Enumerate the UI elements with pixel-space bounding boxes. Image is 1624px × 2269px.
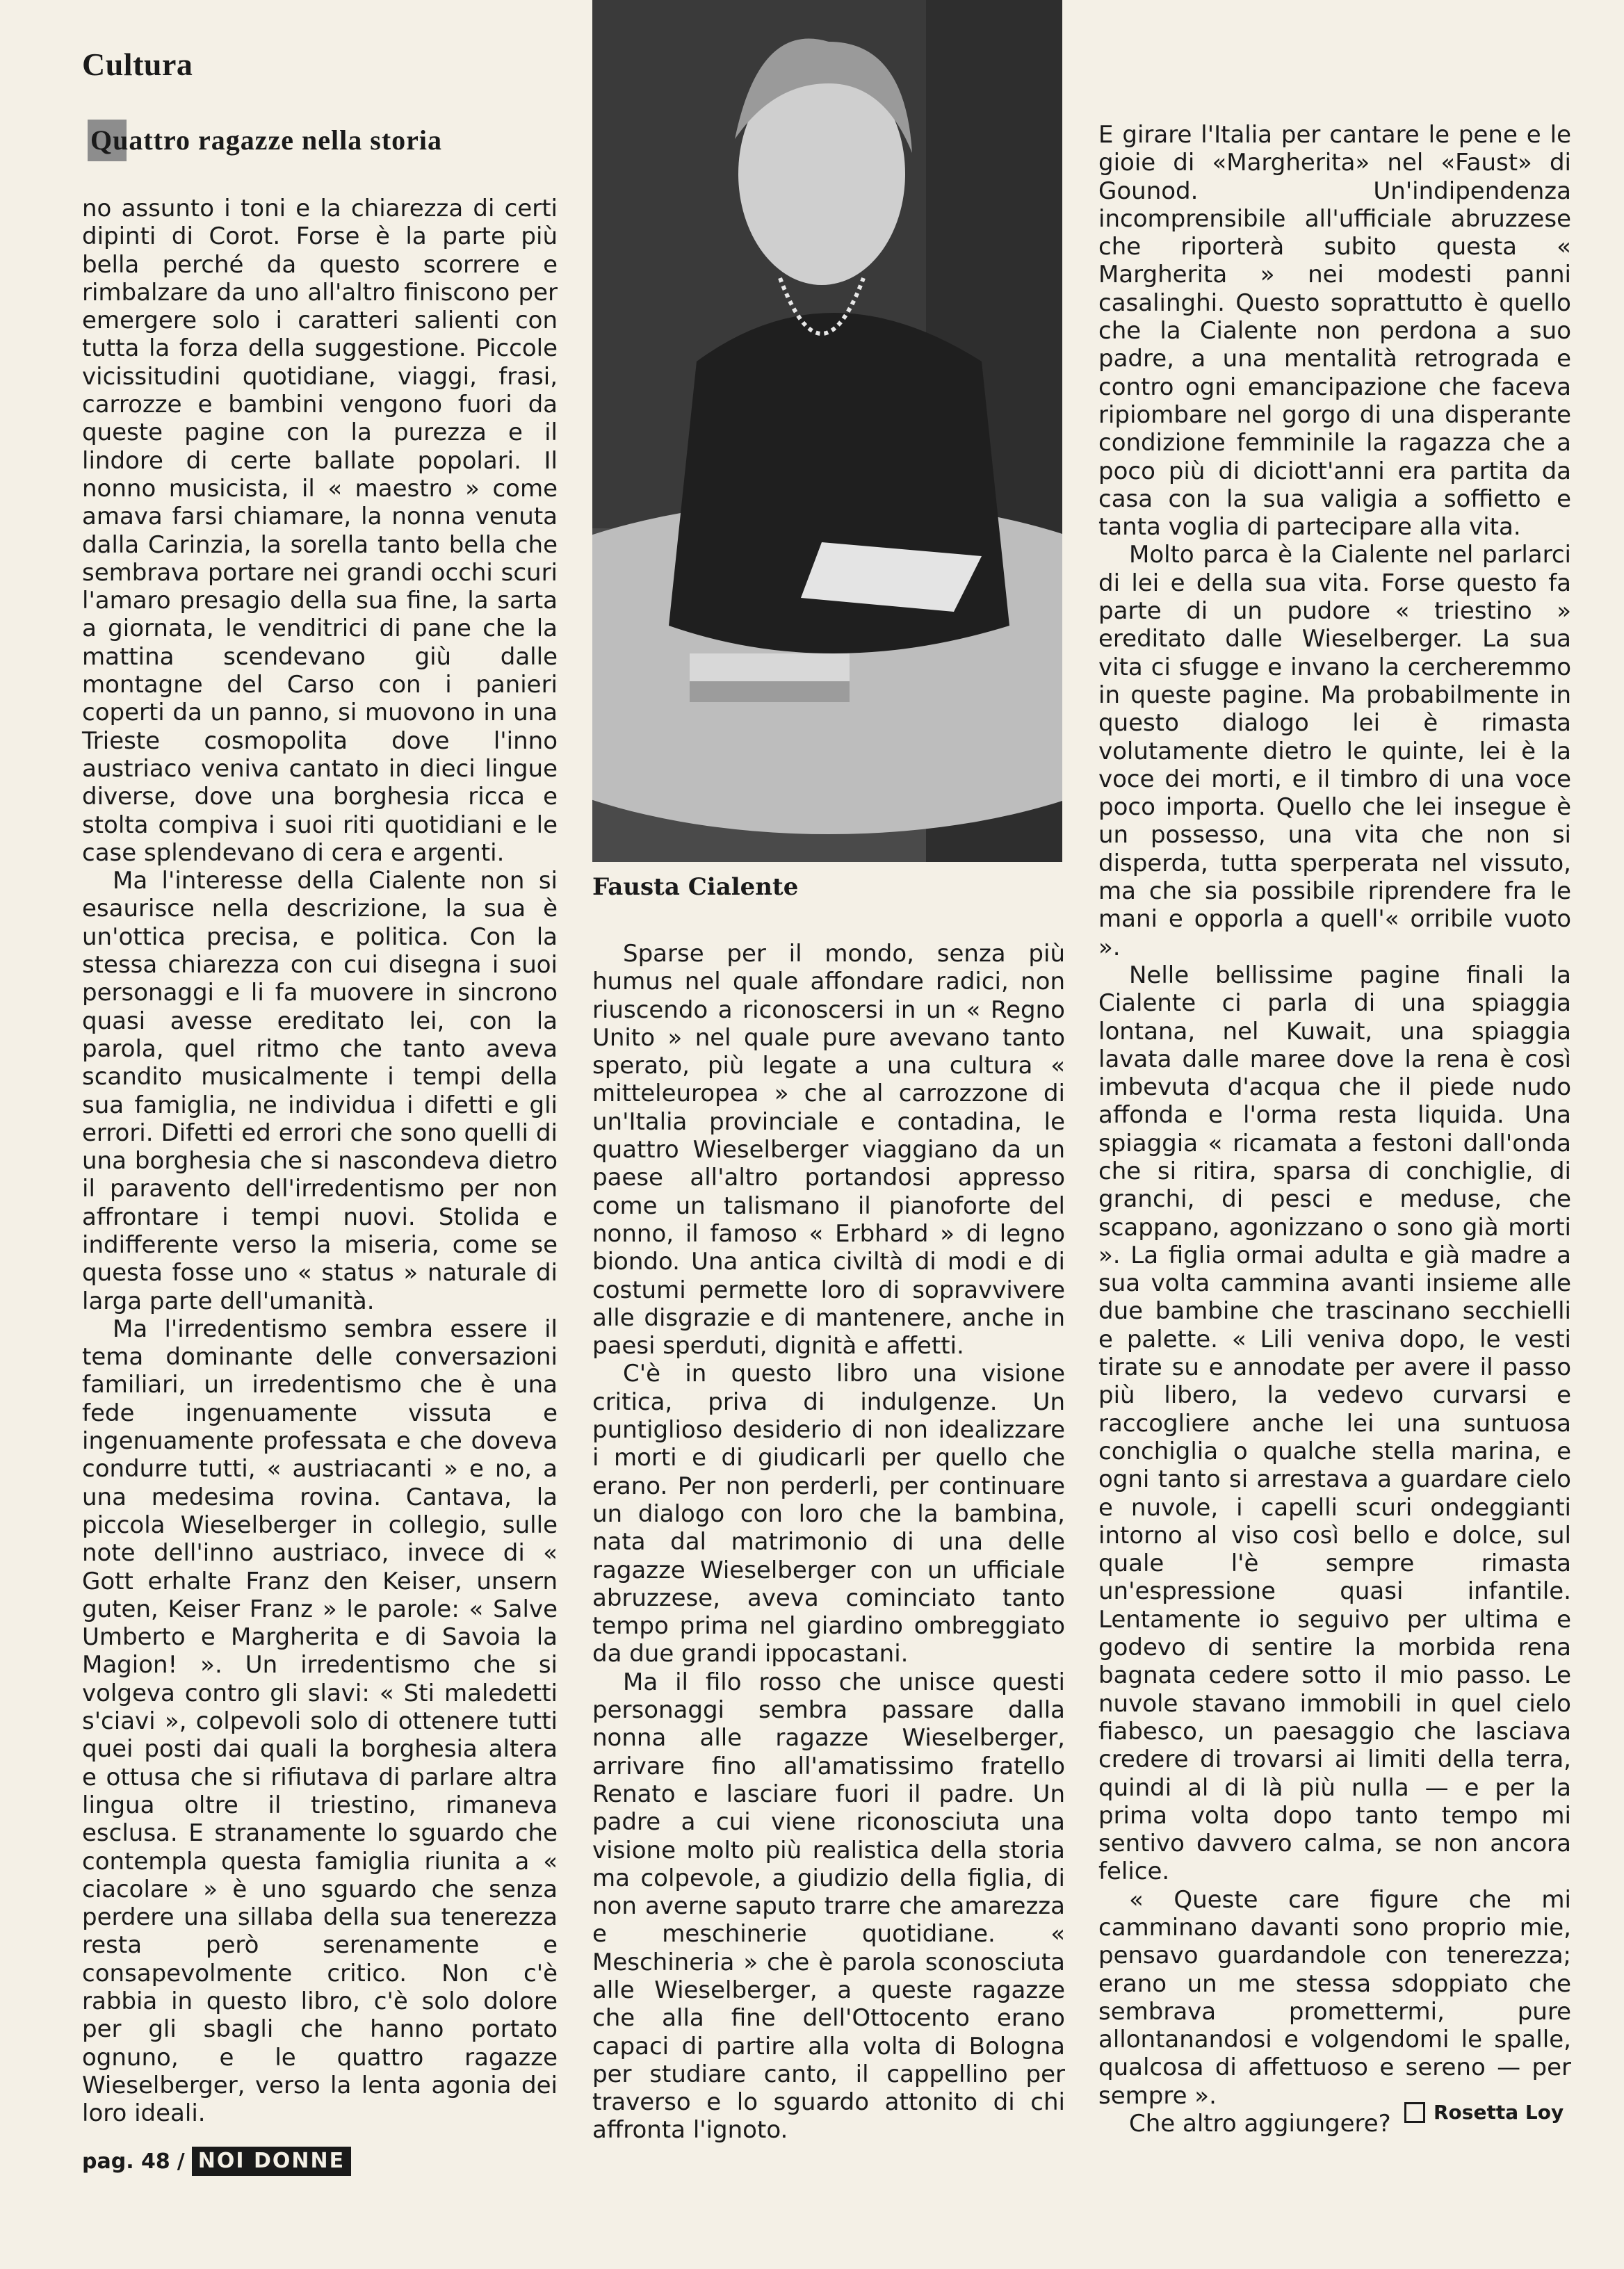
end-mark-square-icon bbox=[1404, 2102, 1425, 2123]
portrait-illustration bbox=[592, 0, 1062, 862]
magazine-logo: NOI DONNE bbox=[192, 2147, 351, 2176]
photo-caption: Fausta Cialente bbox=[592, 873, 799, 901]
page-footer bbox=[82, 2147, 351, 2176]
paragraph: Molto parca è la Cialente nel parlarci di lei e della sua vita. Forse questo fa parte di un pudore « triestino » ereditato dalle Wieselberger. La sua vita ci sfugge e invano la cercheremmo in queste pagine. Ma probabilmente in questo dialogo lei è rimasta volutamente dietro le quinte, lei è la voce dei morti, e il timbro di una voce poco importa. Quello che lei insegue è un possesso, una vita che non si disperda, tutta sperperata nel vissuto, ma che sia possibile riprendere fra le mani e opporla a quell'« orribile vuoto ». bbox=[1098, 541, 1571, 961]
paragraph: Che altro aggiungere? bbox=[1129, 2110, 1391, 2138]
article-column-3 bbox=[1098, 121, 1571, 2138]
section-label: Cultura bbox=[82, 47, 193, 82]
paragraph: no assunto i toni e la chiarezza di certi dipinti di Corot. Forse è la parte più bella perché da questo scorrere e rimbalzare da uno all'altro finiscono per emergere solo i caratteri salienti con tutta la forza della suggestione. Piccole vicissitudini quotidiane, viaggi, frasi, carrozze e bambini vengono fuori da queste pagine con la purezza e il lindore di certe ballate popolari. Il nonno musicista, il « maestro » come amava farsi chiamare, la nonna venuta dalla Carinzia, la sorella tanto bella che sembrava portare nei grandi occhi scuri l'amaro presagio della sua fine, la sarta a giornata, le venditrici di pane che la mattina scendevano giù dalle montagne del Carso con i panieri coperti da un panno, si muovono in una Trieste cosmopolita dove l'inno austriaco veniva cantato in dieci lingue diverse, dove una borghesia ricca e stolta compiva i suoi riti quotidiani e le case splendevano di cera e argenti. bbox=[82, 195, 558, 867]
article-title: Quattro ragazze nella storia bbox=[90, 124, 443, 156]
footer-separator: / bbox=[177, 2149, 185, 2174]
paragraph: Nelle bellissime pagine finali la Cialente ci parla di una spiaggia lontana, nel Kuwait, una spiaggia lavata dalle maree dove la rena è così imbevuta d'acqua che il piede nudo affonda e l'orma resta liquida. Una spiaggia « ricamata a festoni dall'onda che si ritira, sparsa di conchiglie, di granchi, di pesci e meduse, che scappano, agonizzano o sono già morti ». La figlia ormai adulta e già madre a sua volta cammina avanti insieme alle due bambine che trascinano secchielli e palette. « Lili veniva dopo, le vesti tirate su e annodate per avere il passo più libero, la vedevo curvarsi e raccogliere anche lei una suntuosa conchiglia o qualche stella marina, e ogni tanto si arrestava a guardare cielo e nuvole, i capelli scuri ondeggianti intorno al viso così bello e dolce, sul quale l'è sempre rimasta un'espressione quasi infantile. Lentamente io seguivo per ultima e godevo di sentire la morbida rena bagnata cedere sotto il mio passo. Le nuvole stavano immobili in quel cielo fiabesco, un paesaggio che lasciava credere di trovarsi ai limiti della terra, quindi al di là più nulla — e per la prima volta dopo tanto tempo mi sentivo davvero calma, se non ancora felice. bbox=[1098, 961, 1571, 1886]
paragraph: Sparse per il mondo, senza più humus nel quale affondare radici, non riuscendo a riconoscersi in un « Regno Unito » nel quale pure avevano tanto sperato, più legate a una cultura « mitteleuropea » che al carrozzone di un'Italia provinciale e contadina, le quattro Wieselberger viaggiano da un paese all'altro portandosi appresso come un talismano il pianoforte del nonno, il famoso « Erbhard » di legno biondo. Una antica civiltà di modi e di costumi permette loro di sopravvivere alle disgrazie e di mantenere, anche in paesi sperduti, dignità e affetti. bbox=[592, 940, 1065, 1360]
paragraph: Ma l'interesse della Cialente non si esaurisce nella descrizione, la sua è un'ottica precisa, e politica. Con la stessa chiarezza con cui disegna i suoi personaggi e li fa muovere in sincrono quasi avesse ereditato lei, con la parola, quel ritmo che tanto aveva scandito musicalmente i tempi della sua famiglia, ne individua i difetti e gli errori. Difetti ed errori che sono quelli di una borghesia che si nascondeva dietro il paravento dell'irredentismo per non affrontare i tempi nuovi. Stolida e indifferente verso la miseria, come se questa fosse uno « status » naturale di larga parte dell'umanità. bbox=[82, 867, 558, 1315]
paragraph: E girare l'Italia per cantare le pene e le gioie di «Margherita» nel «Faust» di Gounod. Un'indipendenza incomprensibile all'ufficiale abruzzese che riporterà subito questa « Margherita » nei modesti panni casalinghi. Questo soprattutto è quello che la Cialente non perdona a suo padre, a una mentalità retrograda e contro ogni emancipazione che faceva ripiombare nel gorgo di una disperante condizione femminile la ragazza che a poco più di diciott'anni era partita da casa con la sua valigia a soffietto e tanta voglia di partecipare alla vita. bbox=[1098, 121, 1571, 542]
paragraph: « Queste care figure che mi camminano davanti sono proprio mie, pensavo guardandole con tenerezza; erano un me stessa sdoppiato che sembrava promettermi, pure allontanandosi e volgendomi le spalle, qualcosa di affettuoso e sereno — per sempre ». bbox=[1098, 1885, 1571, 2110]
paragraph: Ma l'irredentismo sembra essere il tema dominante delle conversazioni familiari, un irredentismo che è una fede ingenuamente vissuta e ingenuamente professata e che doveva condurre tutti, « austriacanti » e no, a una medesima rovina. Cantava, la piccola Wieselberger in collegio, sulle note dell'inno austriaco, invece di « Gott erhalte Franz den Keiser, unsern guten, Keiser Franz » le parole: « Salve Umberto e Margherita e di Savoia la Magion! ». Un irredentismo che si volgeva contro gli slavi: « Sti maledetti s'ciavi », colpevoli solo di ottenere tutti quei posti dai quali la borghesia altera e ottusa che si rifiutava di parlare altra lingua oltre il triestino, rimaneva esclusa. E stranamente lo sguardo che contempla questa famiglia riunita a « ciacolare » è uno sguardo che senza perdere una sillaba della sua tenerezza resta però serenamente e consapevolmente critico. Non c'è rabbia in questo libro, c'è solo dolore per gli sbagli che hanno portato ognuno, e le quattro ragazze Wieselberger, verso la lenta agonia dei loro ideali. bbox=[82, 1315, 558, 2128]
article-column-2 bbox=[592, 940, 1065, 2145]
author-signature bbox=[1404, 2101, 1564, 2124]
author-photo bbox=[592, 0, 1062, 862]
article-column-1 bbox=[82, 195, 558, 2127]
page-number: pag. 48 bbox=[82, 2149, 170, 2174]
author-name: Rosetta Loy bbox=[1434, 2101, 1564, 2124]
paragraph: C'è in questo libro una visione critica, priva di indulgenze. Un puntiglioso desiderio di non idealizzare i morti e di giudicarli per quello che erano. Per non perderli, per continuare un dialogo con loro che la bambina, nata dal matrimonio di una delle ragazze Wieselberger con un ufficiale abruzzese, aveva cominciato tanto tempo prima nel giardino ombreggiato da due grandi ippocastani. bbox=[592, 1360, 1065, 1668]
paragraph: Ma il filo rosso che unisce questi personaggi sembra passare dalla nonna alle ragazze Wieselberger, arrivare fino all'amatissimo fratello Renato e lasciare fuori il padre. Un padre a cui viene riconosciuta una visione molto più realistica della storia ma colpevole, a giudizio della figlia, di non averne saputo trarre che amarezza e meschinerie quotidiane. « Meschineria » che è parola sconosciuta alle Wieselberger, a queste ragazze che alla fine dell'Ottocento erano capaci di partire alla volta di Bologna per studiare canto, il cappellino per traverso e lo sguardo attonito di chi affronta l'ignoto. bbox=[592, 1668, 1065, 2145]
